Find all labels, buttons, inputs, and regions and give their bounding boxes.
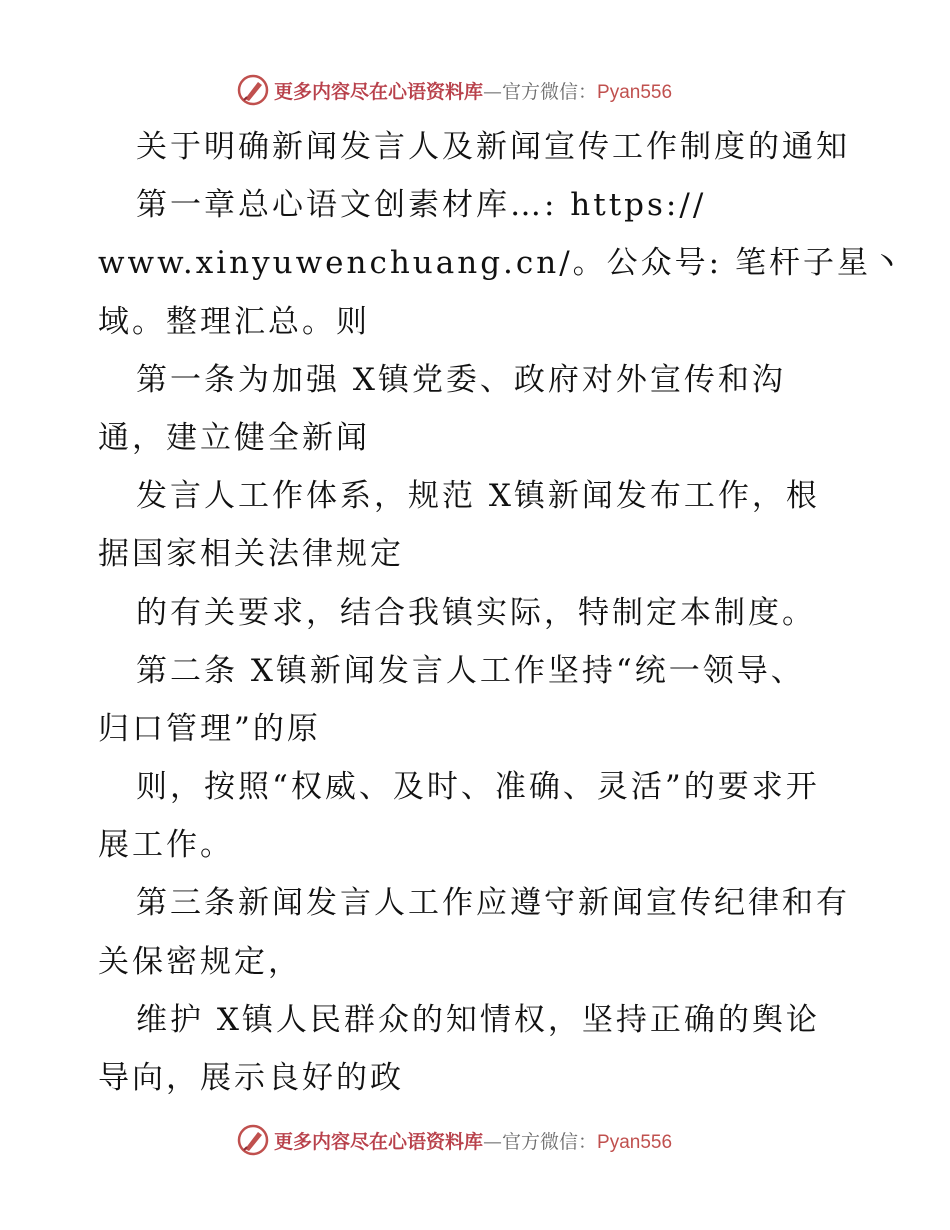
text-line: 域。整理汇总。则 — [98, 303, 370, 340]
text-line: 的有关要求，结合我镇实际，特制定本制度。 — [136, 594, 816, 631]
document-title: 关于明确新闻发言人及新闻宣传工作制度的通知 — [136, 129, 850, 165]
footer-watermark — [236, 1122, 672, 1158]
text-line: 维护 X镇人民群众的知情权，坚持正确的舆论 — [136, 1001, 820, 1038]
text-line: 第三条新闻发言人工作应遵守新闻宣传纪律和有 — [136, 885, 850, 922]
watermark-text: 更多内容尽在心语资料库—官方微信：Pyan556 — [274, 1130, 673, 1153]
text-line: 据国家相关法律规定 — [98, 536, 404, 573]
header-watermark — [236, 72, 672, 108]
text-line: 第一条为加强 X镇党委、政府对外宣传和沟 — [136, 361, 786, 398]
text-line: 通，建立健全新闻 — [98, 419, 370, 456]
watermark-text: 更多内容尽在心语资料库—官方微信：Pyan556 — [274, 80, 673, 103]
text-line: 发言人工作体系，规范 X镇新闻发布工作，根 — [136, 478, 820, 515]
document-body — [98, 118, 905, 1107]
text-line: 则，按照“权威、及时、准确、灵活”的要求开 — [136, 769, 820, 806]
quill-logo-icon — [236, 1123, 270, 1157]
quill-logo-icon — [236, 73, 270, 107]
text-line: 展工作。 — [98, 827, 234, 864]
text-line: www.xinyuwenchuang.cn/。公众号: 笔杆子星丶 — [98, 245, 905, 282]
text-line: 导向，展示良好的政 — [98, 1060, 404, 1096]
text-line: 关保密规定， — [98, 943, 302, 980]
text-line: 第二条 X镇新闻发言人工作坚持“统一领导、 — [136, 652, 805, 689]
text-line: 第一章总心语文创素材库…: https:// — [136, 187, 707, 224]
text-line: 归口管理”的原 — [98, 710, 321, 747]
